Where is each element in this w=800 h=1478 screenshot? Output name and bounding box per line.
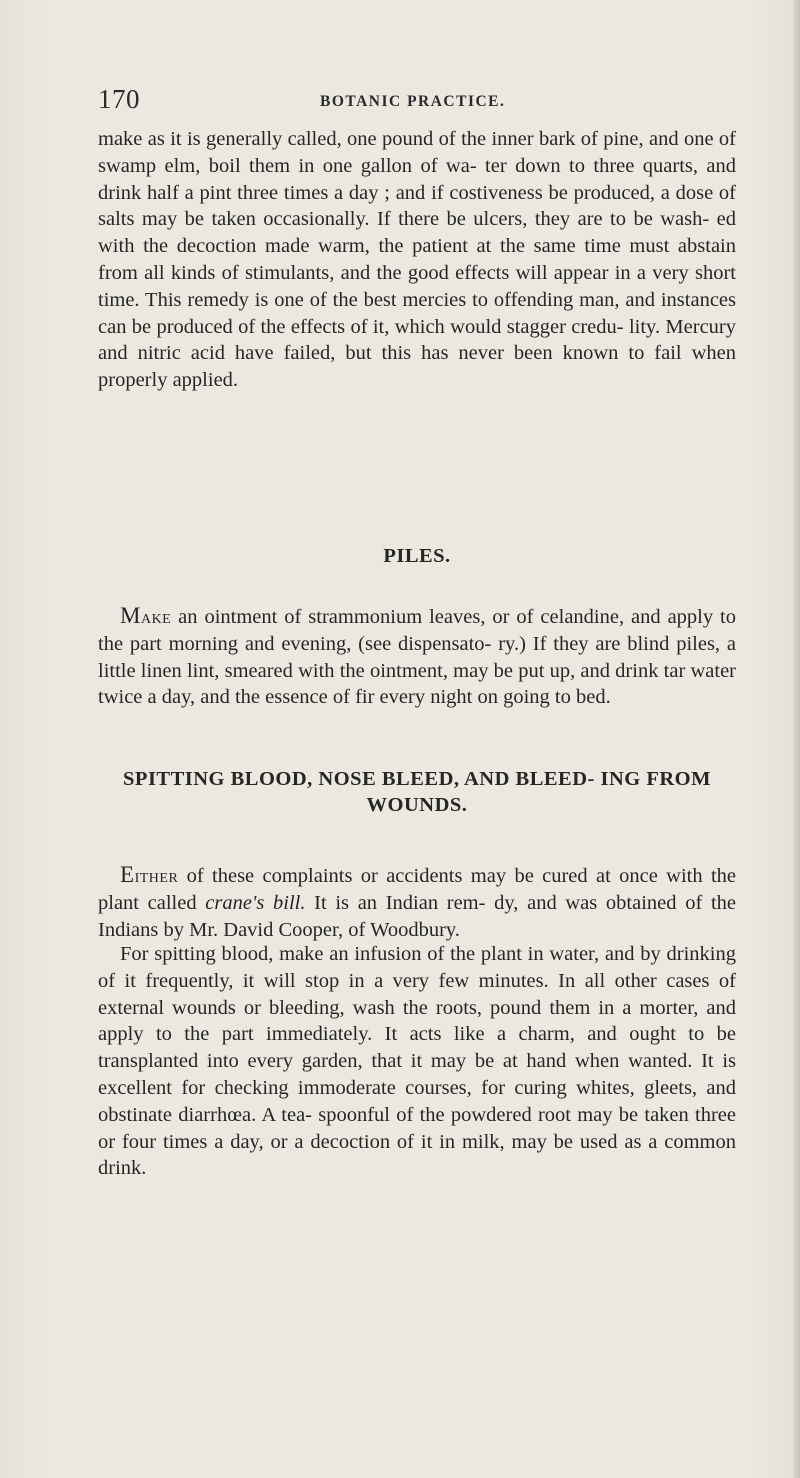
lead-word: [120, 862, 179, 887]
plant-name: crane's bill.: [205, 891, 306, 914]
spitting-text-after: It is an Indian rem- dy, and was obtained of the Indians by Mr. David Cooper, of Woodbury.: [98, 891, 736, 941]
lead-initial: E: [120, 862, 135, 887]
lead-rest: ither: [134, 865, 179, 887]
running-head: [98, 84, 738, 124]
section-heading-spitting-blood: SPITTING BLOOD, NOSE BLEED, AND BLEED- ING FROM WOUNDS.: [123, 768, 711, 816]
spitting-text-before: of these complaints or accidents may be cured at once with the plant called: [98, 865, 736, 914]
piles-text: an ointment of strammonium leaves, or of celandine, and apply to the part morning and evening, (see dispensato- ry.) If they are blind piles, a little linen lint, smeared with the ointment, may be put up, and drink tar water twice a day, and the essence of fir every night on going to bed.: [98, 606, 736, 709]
section-heading-piles: PILES.: [383, 545, 451, 567]
intro-paragraph: make as it is generally called, one pound of the inner bark of pine, and one of swamp elm, boil them in one gallon of wa- ter down to three quarts, and drink half a pint three times a day ; and if costiveness be produced, a dose of salts may be taken occasionally. If there be ulcers, they are to be wash- ed with the decoction made warm, the patient at the same time must abstain from all kinds of stimulants, and the good effects will appear in a very short time. This remedy is one of the best mercies to offending man, and instances can be produced of the effects of it, which would stagger credu- lity. Mercury and nitric acid have failed, but this has never been known to fail when properly applied.: [98, 128, 736, 392]
spitting-blood-paragraph: [98, 862, 736, 943]
treatment-paragraph: For spitting blood, make an infusion of the plant in water, and by drinking of it frequently, it will stop in a very few minutes. In all other cases of external wounds or bleeding, wash the roots, pound them in a morter, and apply to the part immediately. It acts like a charm, and ought to be transplanted into every garden, that it may be at hand when wanted. It is excellent for checking immoderate courses, for curing whites, gleets, and obstinate diarrhœa. A tea- spoonful of the powdered root may be taken three or four times a day, or a decoction of it in milk, may be used as a common drink.: [98, 943, 736, 1180]
page-edge: [794, 0, 800, 1478]
page-number: 170: [98, 84, 140, 114]
running-title: BOTANIC PRACTICE.: [320, 93, 506, 110]
lead-rest: ake: [140, 606, 172, 628]
piles-paragraph: [98, 603, 736, 711]
lead-initial: M: [120, 603, 141, 628]
lead-word: [120, 603, 172, 628]
